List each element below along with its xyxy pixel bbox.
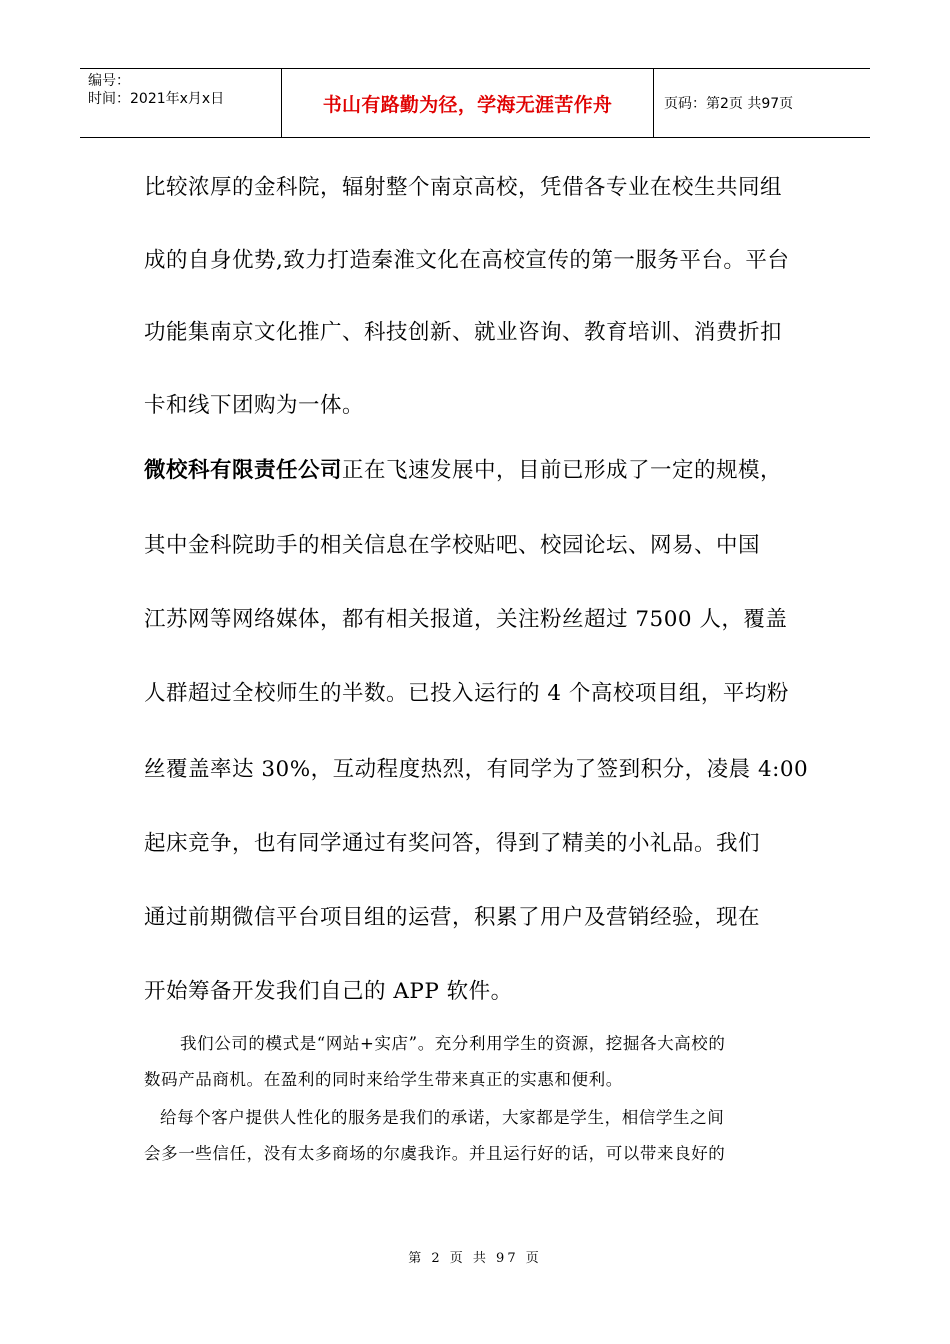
document-header — [80, 68, 870, 138]
paragraph-line: 卡和线下团购为一体。 — [144, 393, 365, 418]
paragraph-text: 正在飞速发展中，目前已形成了一定的规模， — [342, 458, 783, 483]
document-time-label: 时间：2021年x月x日 — [88, 91, 225, 107]
page-footer: 第 2 页 共 97 页 — [408, 1251, 542, 1266]
paragraph-line: 成的自身优势,致力打造秦淮文化在高校宣传的第一服务平台。平台 — [144, 248, 790, 273]
paragraph-line: 江苏网等网络媒体，都有相关报道，关注粉丝超过 7500 人，覆盖 — [144, 607, 788, 632]
paragraph-line: 数码产品商机。在盈利的同时来给学生带来真正的实惠和便利。 — [144, 1070, 623, 1089]
paragraph-line: 开始筹备开发我们自己的 APP 软件。 — [144, 979, 513, 1004]
paragraph-line: 起床竞争，也有同学通过有奖问答，得到了精美的小礼品。我们 — [144, 831, 761, 856]
header-page-cell — [654, 69, 870, 137]
paragraph-line: 人群超过全校师生的半数。已投入运行的 4 个高校项目组，平均粉 — [144, 681, 789, 706]
company-name: 微校科有限责任公司 — [144, 458, 343, 483]
paragraph-line: 丝覆盖率达 30%，互动程度热烈，有同学为了签到积分，凌晨 4:00 — [144, 757, 809, 782]
paragraph-line: 比较浓厚的金科院，辐射整个南京高校，凭借各专业在校生共同组 — [144, 175, 783, 200]
paragraph-line: 其中金科院助手的相关信息在学校贴吧、校园论坛、网易、中国 — [144, 533, 761, 558]
paragraph-line — [144, 458, 782, 484]
header-motto-cell — [282, 69, 654, 137]
paragraph-line: 功能集南京文化推广、科技创新、就业咨询、教育培训、消费折扣 — [144, 320, 783, 345]
paragraph-line: 会多一些信任，没有太多商场的尔虞我诈。并且运行好的话，可以带来良好的 — [144, 1144, 726, 1163]
header-page-info: 页码：第2页 共97页 — [664, 96, 794, 112]
header-motto: 书山有路勤为径，学海无涯苦作舟 — [322, 93, 613, 116]
paragraph-line: 我们公司的模式是“网站+实店”。充分利用学生的资源，挖掘各大高校的 — [180, 1034, 726, 1053]
document-number-label: 编号： — [88, 73, 130, 89]
paragraph-line: 给每个客户提供人性化的服务是我们的承诺，大家都是学生，相信学生之间 — [160, 1108, 725, 1127]
header-meta-cell — [80, 69, 282, 137]
paragraph-line: 通过前期微信平台项目组的运营，积累了用户及营销经验，现在 — [144, 905, 761, 930]
